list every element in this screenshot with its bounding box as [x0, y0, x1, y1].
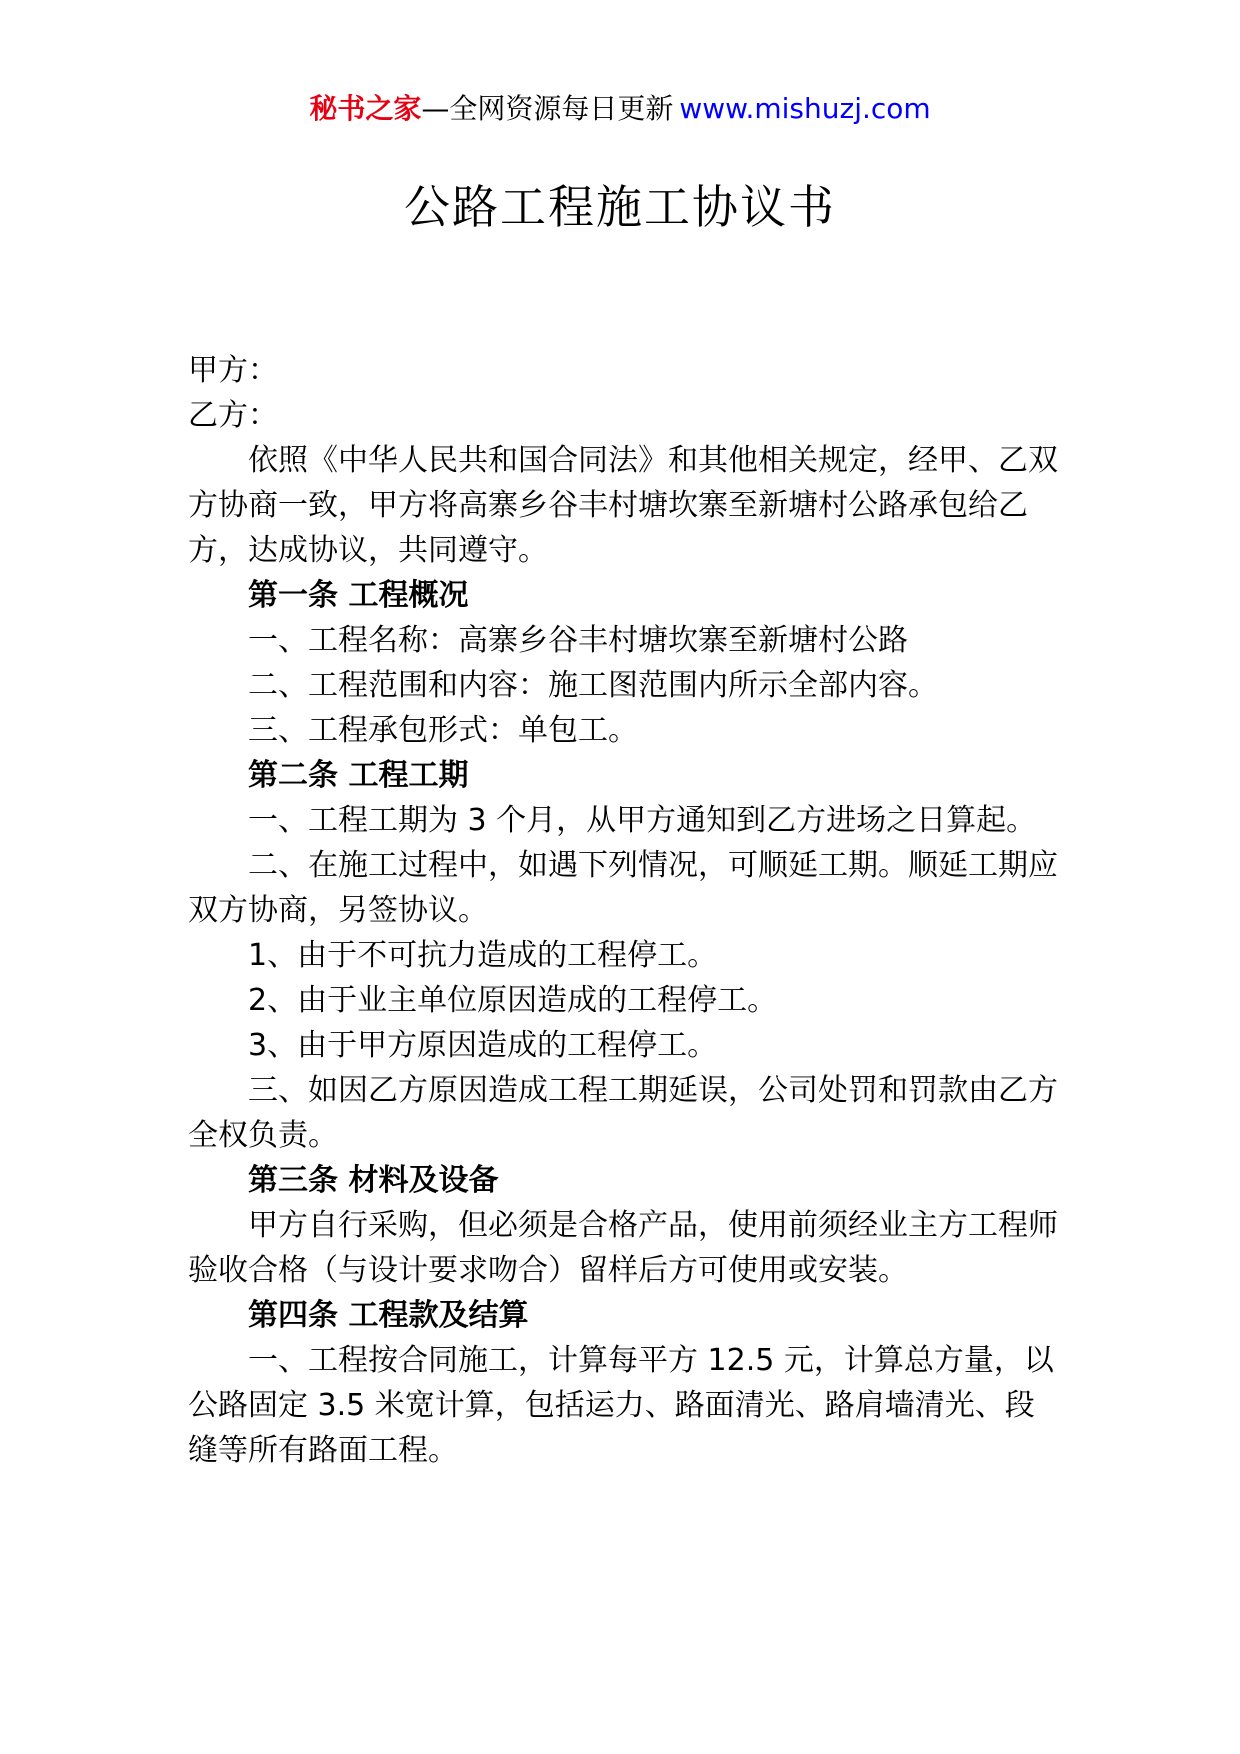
article-1-item: 一、工程名称：高寨乡谷丰村塘坎寨至新塘村公路 [248, 623, 908, 658]
article-4-heading: 第四条 工程款及结算 [248, 1298, 529, 1333]
site-header [0, 92, 1240, 126]
document-body [188, 348, 1058, 1473]
article-2-list-item: 2、由于业主单位原因造成的工程停工。 [248, 983, 778, 1018]
brand-name: 秘书之家 [309, 92, 422, 125]
article-1-heading: 第一条 工程概况 [248, 578, 469, 613]
article-2-list-item: 1、由于不可抗力造成的工程停工。 [248, 938, 718, 973]
article-2-paragraph: 一、工程工期为 3 个月，从甲方通知到乙方进场之日算起。 [248, 803, 1037, 838]
article-1-item: 二、工程范围和内容：施工图范围内所示全部内容。 [248, 668, 938, 703]
article-1-item: 三、工程承包形式：单包工。 [248, 713, 638, 748]
article-2-heading: 第二条 工程工期 [248, 758, 469, 793]
article-2-paragraph: 二、在施工过程中，如遇下列情况，可顺延工期。顺延工期应双方协商，另签协议。 [188, 848, 1058, 928]
article-3-paragraph: 甲方自行采购，但必须是合格产品，使用前须经业主方工程师验收合格（与设计要求吻合）留样后方可使用或安装。 [188, 1208, 1058, 1288]
header-tagline: —全网资源每日更新 [421, 92, 674, 125]
document-title: 公路工程施工协议书 [404, 180, 836, 234]
article-3-heading: 第三条 材料及设备 [248, 1163, 499, 1198]
party-a-label: 甲方： [188, 353, 278, 388]
intro-paragraph: 依照《中华人民共和国合同法》和其他相关规定，经甲、乙双方协商一致，甲方将高寨乡谷丰村塘坎寨至新塘村公路承包给乙方，达成协议，共同遵守。 [188, 443, 1058, 568]
article-2-list-item: 3、由于甲方原因造成的工程停工。 [248, 1028, 718, 1063]
article-2-paragraph: 三、如因乙方原因造成工程工期延误，公司处罚和罚款由乙方全权负责。 [188, 1073, 1058, 1153]
article-4-paragraph: 一、工程按合同施工，计算每平方 12.5 元，计算总方量，以公路固定 3.5 米宽计算，包括运力、路面清光、路肩墙清光、段缝等所有路面工程。 [188, 1343, 1054, 1468]
party-b-label: 乙方： [188, 398, 278, 433]
site-url-link[interactable]: www.mishuzj.com [679, 92, 931, 125]
